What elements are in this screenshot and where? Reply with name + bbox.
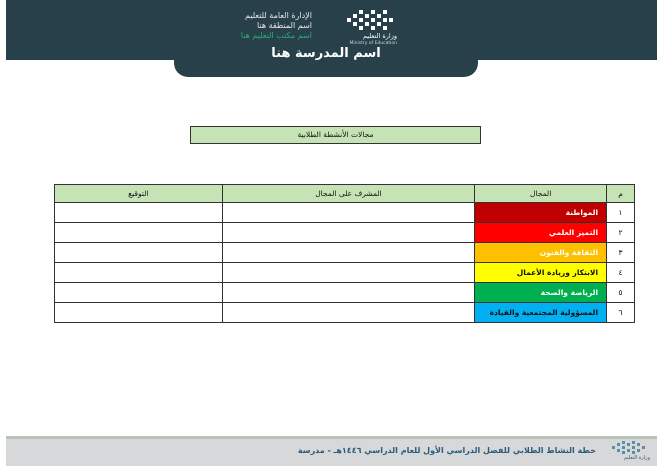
row-field: الابتكار وريادة الأعمال bbox=[475, 263, 607, 283]
row-signature-cell[interactable] bbox=[55, 303, 223, 323]
row-supervisor-cell[interactable] bbox=[222, 203, 475, 223]
row-signature-cell[interactable] bbox=[55, 283, 223, 303]
section-title: مجالات الأنشطة الطلابية bbox=[190, 126, 481, 144]
row-num: ١ bbox=[607, 203, 635, 223]
ministry-name-en: Ministry of Education bbox=[349, 41, 397, 46]
row-num: ٣ bbox=[607, 243, 635, 263]
footer-band bbox=[6, 436, 657, 439]
row-supervisor-cell[interactable] bbox=[222, 263, 475, 283]
row-field: المواطنة bbox=[475, 203, 607, 223]
school-name: اسم المدرسة هنا bbox=[271, 46, 381, 61]
table-row bbox=[55, 223, 635, 243]
ministry-name-ar: وزارة التعليم bbox=[362, 32, 397, 40]
row-num: ٥ bbox=[607, 283, 635, 303]
row-supervisor-cell[interactable] bbox=[222, 303, 475, 323]
row-signature-cell[interactable] bbox=[55, 263, 223, 283]
table-row bbox=[55, 263, 635, 283]
row-num: ٢ bbox=[607, 223, 635, 243]
header-supervisor: المشرف على المجال bbox=[222, 185, 475, 203]
footer-logo-text: وزارة التعليم bbox=[623, 455, 650, 461]
row-field: الرياضة والصحة bbox=[475, 283, 607, 303]
row-field: المسؤولية المجتمعية والقيادة bbox=[475, 303, 607, 323]
footer-ministry-logo bbox=[606, 440, 650, 464]
admin-info bbox=[210, 11, 312, 41]
activities-table bbox=[54, 184, 635, 323]
admin-line-1: الإدارة العامة للتعليم bbox=[245, 11, 312, 20]
row-supervisor-cell[interactable] bbox=[222, 223, 475, 243]
table-row bbox=[55, 243, 635, 263]
header-field: المجال bbox=[475, 185, 607, 203]
row-field: التميز العلمي bbox=[475, 223, 607, 243]
table-row bbox=[55, 283, 635, 303]
table-header-row bbox=[55, 185, 635, 203]
ministry-logo-icon bbox=[345, 10, 395, 30]
admin-line-3: اسم مكتب التعليم هنا bbox=[240, 31, 312, 40]
header-signature: التوقيع bbox=[55, 185, 223, 203]
row-signature-cell[interactable] bbox=[55, 223, 223, 243]
row-field: الثقافة والفنون bbox=[475, 243, 607, 263]
admin-line-2: اسم المنطقة هنا bbox=[256, 21, 312, 30]
row-signature-cell[interactable] bbox=[55, 203, 223, 223]
ministry-logo bbox=[341, 10, 397, 48]
table-row bbox=[55, 203, 635, 223]
row-supervisor-cell[interactable] bbox=[222, 283, 475, 303]
row-num: ٤ bbox=[607, 263, 635, 283]
footer-logo-icon bbox=[606, 441, 650, 455]
row-signature-cell[interactable] bbox=[55, 243, 223, 263]
header-num: م bbox=[607, 185, 635, 203]
table-row bbox=[55, 303, 635, 323]
footer-text: خطة النشاط الطلابي للفصل الدراسي الأول للعام الدراسي ١٤٤٦هـ - مدرسة bbox=[297, 446, 596, 455]
row-num: ٦ bbox=[607, 303, 635, 323]
row-supervisor-cell[interactable] bbox=[222, 243, 475, 263]
